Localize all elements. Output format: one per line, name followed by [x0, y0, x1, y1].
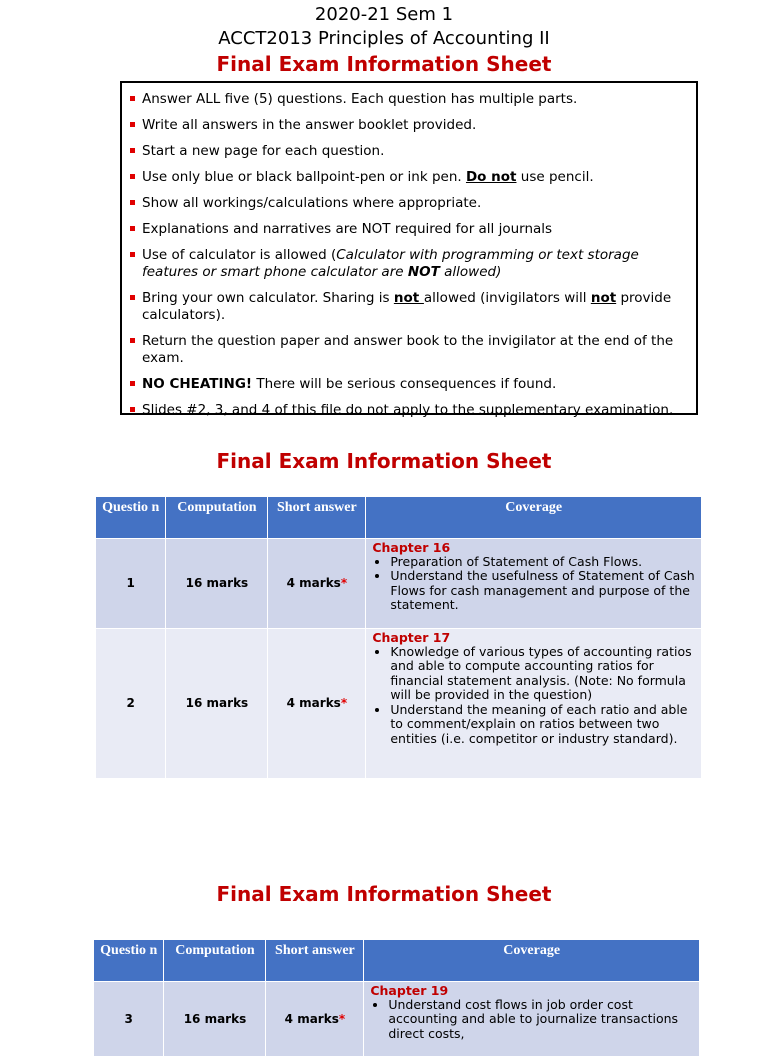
rule-text: provide calculators). — [142, 290, 672, 323]
rule-text: NOT — [407, 264, 440, 280]
rule-text: Calculator with programming or text storage features or smart phone calculator are — [142, 247, 639, 280]
short-answer-value: 4 marks — [286, 696, 341, 711]
coverage-table-2 — [94, 940, 700, 1056]
rule-text: There will be serious consequences if found. — [252, 376, 557, 392]
rule-text: NO CHEATING! — [142, 376, 253, 392]
short-answer-value: 4 marks — [284, 1011, 339, 1026]
section-title-1: Final Exam Information Sheet — [216, 449, 552, 473]
rule-item — [128, 221, 690, 238]
coverage-point: • Understand the meaning of each ratio and able to comment/explain on ratios between two entities (i.e. competitor or industry standard). — [390, 703, 697, 747]
coverage-point: • Preparation of Statement of Cash Flows. — [390, 555, 697, 570]
rule-item — [128, 376, 690, 393]
section-title-2: Final Exam Information Sheet — [216, 882, 552, 906]
page-title: Final Exam Information Sheet — [216, 52, 552, 76]
rule-item — [128, 402, 690, 419]
rule-item — [128, 117, 690, 134]
header-short-answer: Short answer — [268, 497, 366, 538]
coverage-point: • Understand cost flows in job order cost accounting and able to journalize transactions direct costs, — [388, 998, 695, 1042]
coverage-cell — [366, 628, 702, 778]
short-answer-marks — [268, 628, 366, 778]
chapter-label: Chapter 17 — [372, 629, 451, 645]
header-computation: Computation — [164, 940, 266, 981]
rule-text: Do not — [465, 169, 517, 185]
rule-text: use pencil. — [516, 169, 594, 185]
asterisk-mark: * — [338, 1011, 346, 1026]
header-coverage: Coverage — [364, 940, 700, 981]
rule-text: Return the question paper and answer book to the invigilator at the end of the exam. — [142, 333, 674, 366]
coverage-cell — [364, 981, 700, 1056]
rule-text: not — [590, 290, 617, 306]
asterisk-mark: * — [340, 576, 348, 590]
header-coverage: Coverage — [366, 497, 702, 538]
header-computation: Computation — [166, 497, 268, 538]
question-number: 1 — [96, 538, 166, 628]
semester-label: 2020-21 Sem 1 — [314, 4, 454, 25]
rule-text: not — [393, 290, 424, 306]
coverage-point: • Knowledge of various types of accounting ratios and able to compute accounting ratios for financial statement analysis. (Note: No formula will be provided in the question) — [390, 645, 697, 703]
rule-text: Use only blue or black ballpoint-pen or ink pen. — [142, 169, 466, 185]
computation-marks: 16 marks — [166, 628, 268, 778]
asterisk-mark: * — [340, 696, 348, 711]
computation-marks: 16 marks — [164, 981, 266, 1056]
coverage-points — [370, 998, 695, 1042]
header-question: Questio n — [94, 940, 164, 981]
question-number: 2 — [96, 628, 166, 778]
rule-text: Bring your own calculator. Sharing is — [142, 290, 394, 306]
rule-text: Explanations and narratives are NOT required for all journals — [142, 221, 553, 237]
short-answer-marks — [266, 981, 364, 1056]
table-row — [96, 538, 702, 628]
rule-item — [128, 91, 690, 108]
coverage-points — [372, 645, 697, 747]
coverage-table-1 — [96, 497, 702, 778]
exam-rules-box — [120, 81, 698, 418]
rule-item — [128, 247, 690, 281]
rule-text: allowed) — [439, 264, 502, 280]
table-row — [94, 981, 700, 1056]
header-question: Questio n — [96, 497, 166, 538]
short-answer-marks — [268, 538, 366, 628]
rule-text: Slides #2, 3, and 4 of this file do not apply to the supplementary examination. — [142, 402, 674, 418]
chapter-label: Chapter 19 — [370, 982, 449, 998]
rule-item — [128, 290, 690, 324]
coverage-points — [372, 555, 697, 613]
coverage-cell — [366, 538, 702, 628]
rule-item — [128, 333, 690, 367]
computation-marks: 16 marks — [166, 538, 268, 628]
rule-text: Write all answers in the answer booklet provided. — [142, 117, 477, 133]
table-row — [96, 628, 702, 778]
rule-text: allowed (invigilators will — [423, 290, 591, 306]
rule-text: Answer ALL five (5) questions. Each question has multiple parts. — [142, 91, 578, 107]
rule-item — [128, 143, 690, 160]
rule-text: Show all workings/calculations where appropriate. — [142, 195, 482, 211]
rule-item — [128, 195, 690, 212]
rule-text: Use of calculator is allowed ( — [142, 247, 337, 263]
question-number: 3 — [94, 981, 164, 1056]
coverage-point: • Understand the usefulness of Statement of Cash Flows for cash management and purpose of the statement. — [390, 569, 697, 613]
rule-item — [128, 169, 690, 186]
header-short-answer: Short answer — [266, 940, 364, 981]
rule-text: Start a new page for each question. — [142, 143, 385, 159]
short-answer-value: 4 marks — [286, 576, 341, 590]
chapter-label: Chapter 16 — [372, 539, 451, 555]
course-title: ACCT2013 Principles of Accounting II — [218, 28, 550, 49]
